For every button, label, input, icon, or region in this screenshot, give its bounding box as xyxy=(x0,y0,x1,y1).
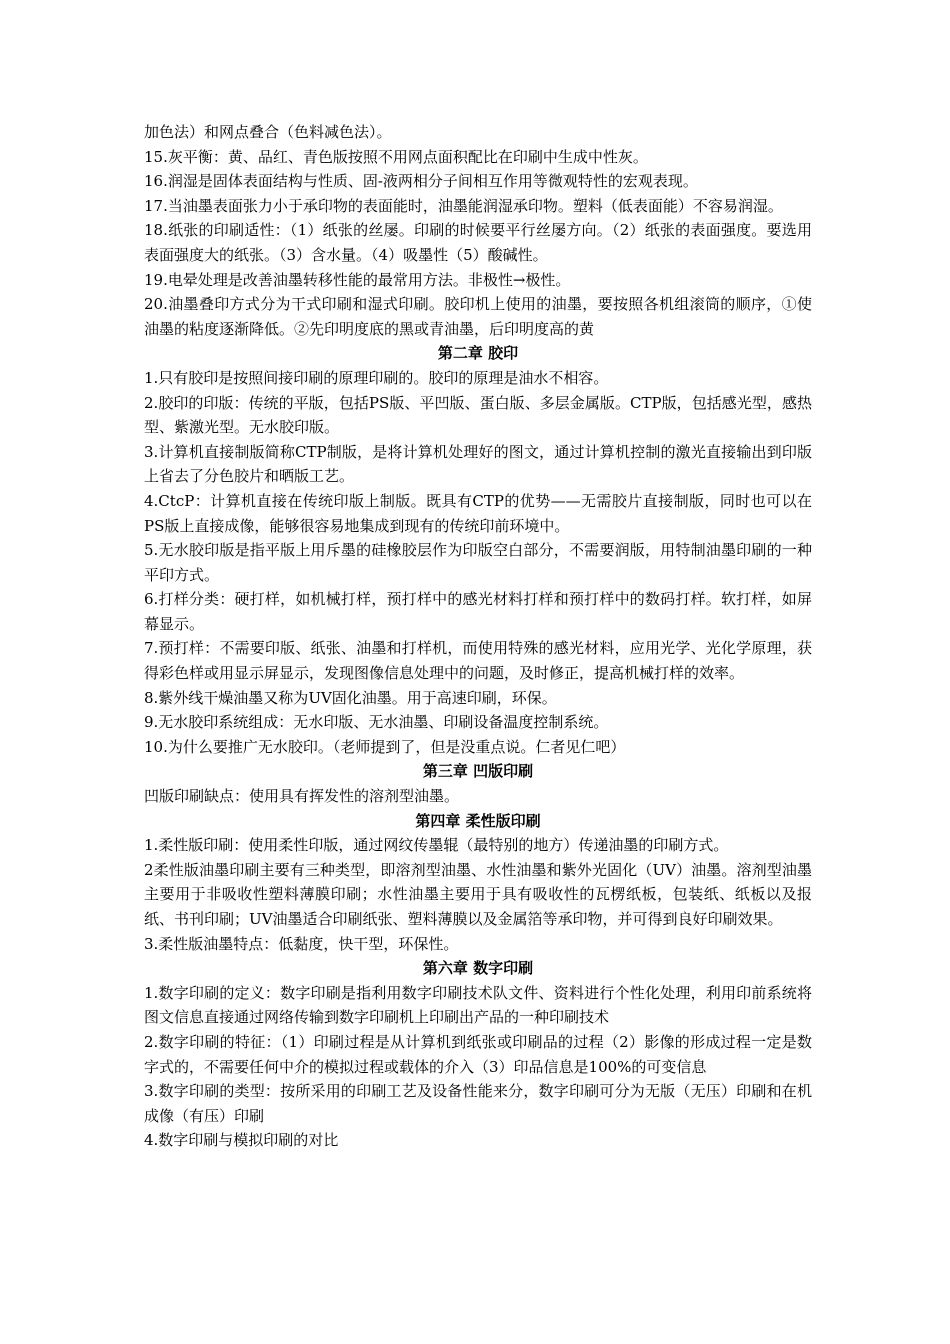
paragraph: 2.胶印的印版：传统的平版，包括PS版、平凹版、蛋白版、多层金属版。CTP版，包括感光型，感热型、紫激光型。无水胶印版。 xyxy=(144,393,812,437)
chapter-heading: 第三章 凹版印刷 xyxy=(422,762,534,781)
paragraph: 17.当油墨表面张力小于承印物的表面能时，油墨能润湿承印物。塑料（低表面能）不容易润湿。 xyxy=(144,196,783,215)
paragraph: 2柔性版油墨印刷主要有三种类型，即溶剂型油墨、水性油墨和紫外光固化（UV）油墨。溶剂型油墨主要用于非吸收性塑料薄膜印刷；水性油墨主要用于具有吸收性的瓦楞纸板，包装纸、纸板以及报纸、书刊印刷；UV油墨适合印刷纸张、塑料薄膜以及金属箔等承印物，并可得到良好印刷效果。 xyxy=(144,860,812,928)
paragraph: 3.数字印刷的类型：按所采用的印刷工艺及设备性能来分，数字印刷可分为无版（无压）印刷和在机成像（有压）印刷 xyxy=(144,1082,812,1125)
paragraph: 加色法）和网点叠合（色料减色法）。 xyxy=(144,123,392,141)
paragraph: 7.预打样：不需要印版、纸张、油墨和打样机，而使用特殊的感光材料，应用光学、光化学原理，获得彩色样或用显示屏显示，发现图像信息处理中的问题，及时修正，提高机械打样的效率。 xyxy=(144,639,812,683)
paragraph: 16.润湿是固体表面结构与性质、固-液两相分子间相互作用等微观特性的宏观表现。 xyxy=(144,172,698,191)
paragraph: 1.只有胶印是按照间接印刷的原理印刷的。胶印的原理是油水不相容。 xyxy=(144,368,609,387)
paragraph: 2.数字印刷的特征：（1）印刷过程是从计算机到纸张或印刷品的过程（2）影像的形成过程一定是数字式的，不需要任何中介的模拟过程或载体的介入（3）印品信息是100%的可变信息 xyxy=(144,1032,812,1076)
chapter-heading: 第四章 柔性版印刷 xyxy=(415,811,541,830)
paragraph: 9.无水胶印系统组成：无水印版、无水油墨、印刷设备温度控制系统。 xyxy=(144,713,609,732)
paragraph: 10.为什么要推广无水胶印。（老师提到了，但是没重点说。仁者见仁吧） xyxy=(144,737,626,756)
paragraph: 3.柔性版油墨特点：低黏度，快干型，环保性。 xyxy=(144,934,459,953)
paragraph: 18.纸张的印刷适性：（1）纸张的丝屡。印刷的时候要平行丝屡方向。（2）纸张的表面强度。要选用表面强度大的纸张。（3）含水量。（4）吸墨性（5）酸碱性。 xyxy=(144,221,812,264)
chapter-heading: 第二章 胶印 xyxy=(437,344,519,363)
document-body xyxy=(144,120,812,1153)
paragraph: 4.CtcP：计算机直接在传统印版上制版。既具有CTP的优势——无需胶片直接制版，同时也可以在PS版上直接成像，能够很容易地集成到现有的传统印前环境中。 xyxy=(144,491,812,535)
paragraph: 20.油墨叠印方式分为干式印刷和湿式印刷。胶印机上使用的油墨，要按照各机组滚筒的顺序，①使油墨的粘度逐渐降低。②先印明度底的黑或青油墨，后印明度高的黄 xyxy=(144,295,812,338)
paragraph: 1.柔性版印刷：使用柔性印版，通过网纹传墨辊（最特别的地方）传递油墨的印刷方式。 xyxy=(144,836,729,855)
chapter-heading: 第六章 数字印刷 xyxy=(422,959,534,978)
paragraph: 8.紫外线干燥油墨又称为UV固化油墨。用于高速印刷，环保。 xyxy=(144,688,557,707)
paragraph: 4.数字印刷与模拟印刷的对比 xyxy=(144,1131,339,1150)
paragraph: 1.数字印刷的定义：数字印刷是指利用数字印刷技术队文件、资料进行个性化处理，利用印前系统将图文信息直接通过网络传输到数字印刷机上印刷出产品的一种印刷技术 xyxy=(144,983,812,1027)
paragraph: 6.打样分类：硬打样，如机械打样，预打样中的感光材料打样和预打样中的数码打样。软打样，如屏幕显示。 xyxy=(144,590,812,633)
paragraph: 凹版印刷缺点：使用具有挥发性的溶剂型油墨。 xyxy=(144,787,460,806)
paragraph: 19.电晕处理是改善油墨转移性能的最常用方法。非极性→极性。 xyxy=(144,270,571,289)
paragraph: 5.无水胶印版是指平版上用斥墨的硅橡胶层作为印版空白部分，不需要润版，用特制油墨印刷的一种平印方式。 xyxy=(144,541,812,584)
paragraph: 3.计算机直接制版简称CTP制版，是将计算机处理好的图文，通过计算机控制的激光直接输出到印版上省去了分色胶片和晒版工艺。 xyxy=(144,442,812,486)
paragraph: 15.灰平衡：黄、品红、青色版按照不用网点面积配比在印刷中生成中性灰。 xyxy=(144,147,648,166)
